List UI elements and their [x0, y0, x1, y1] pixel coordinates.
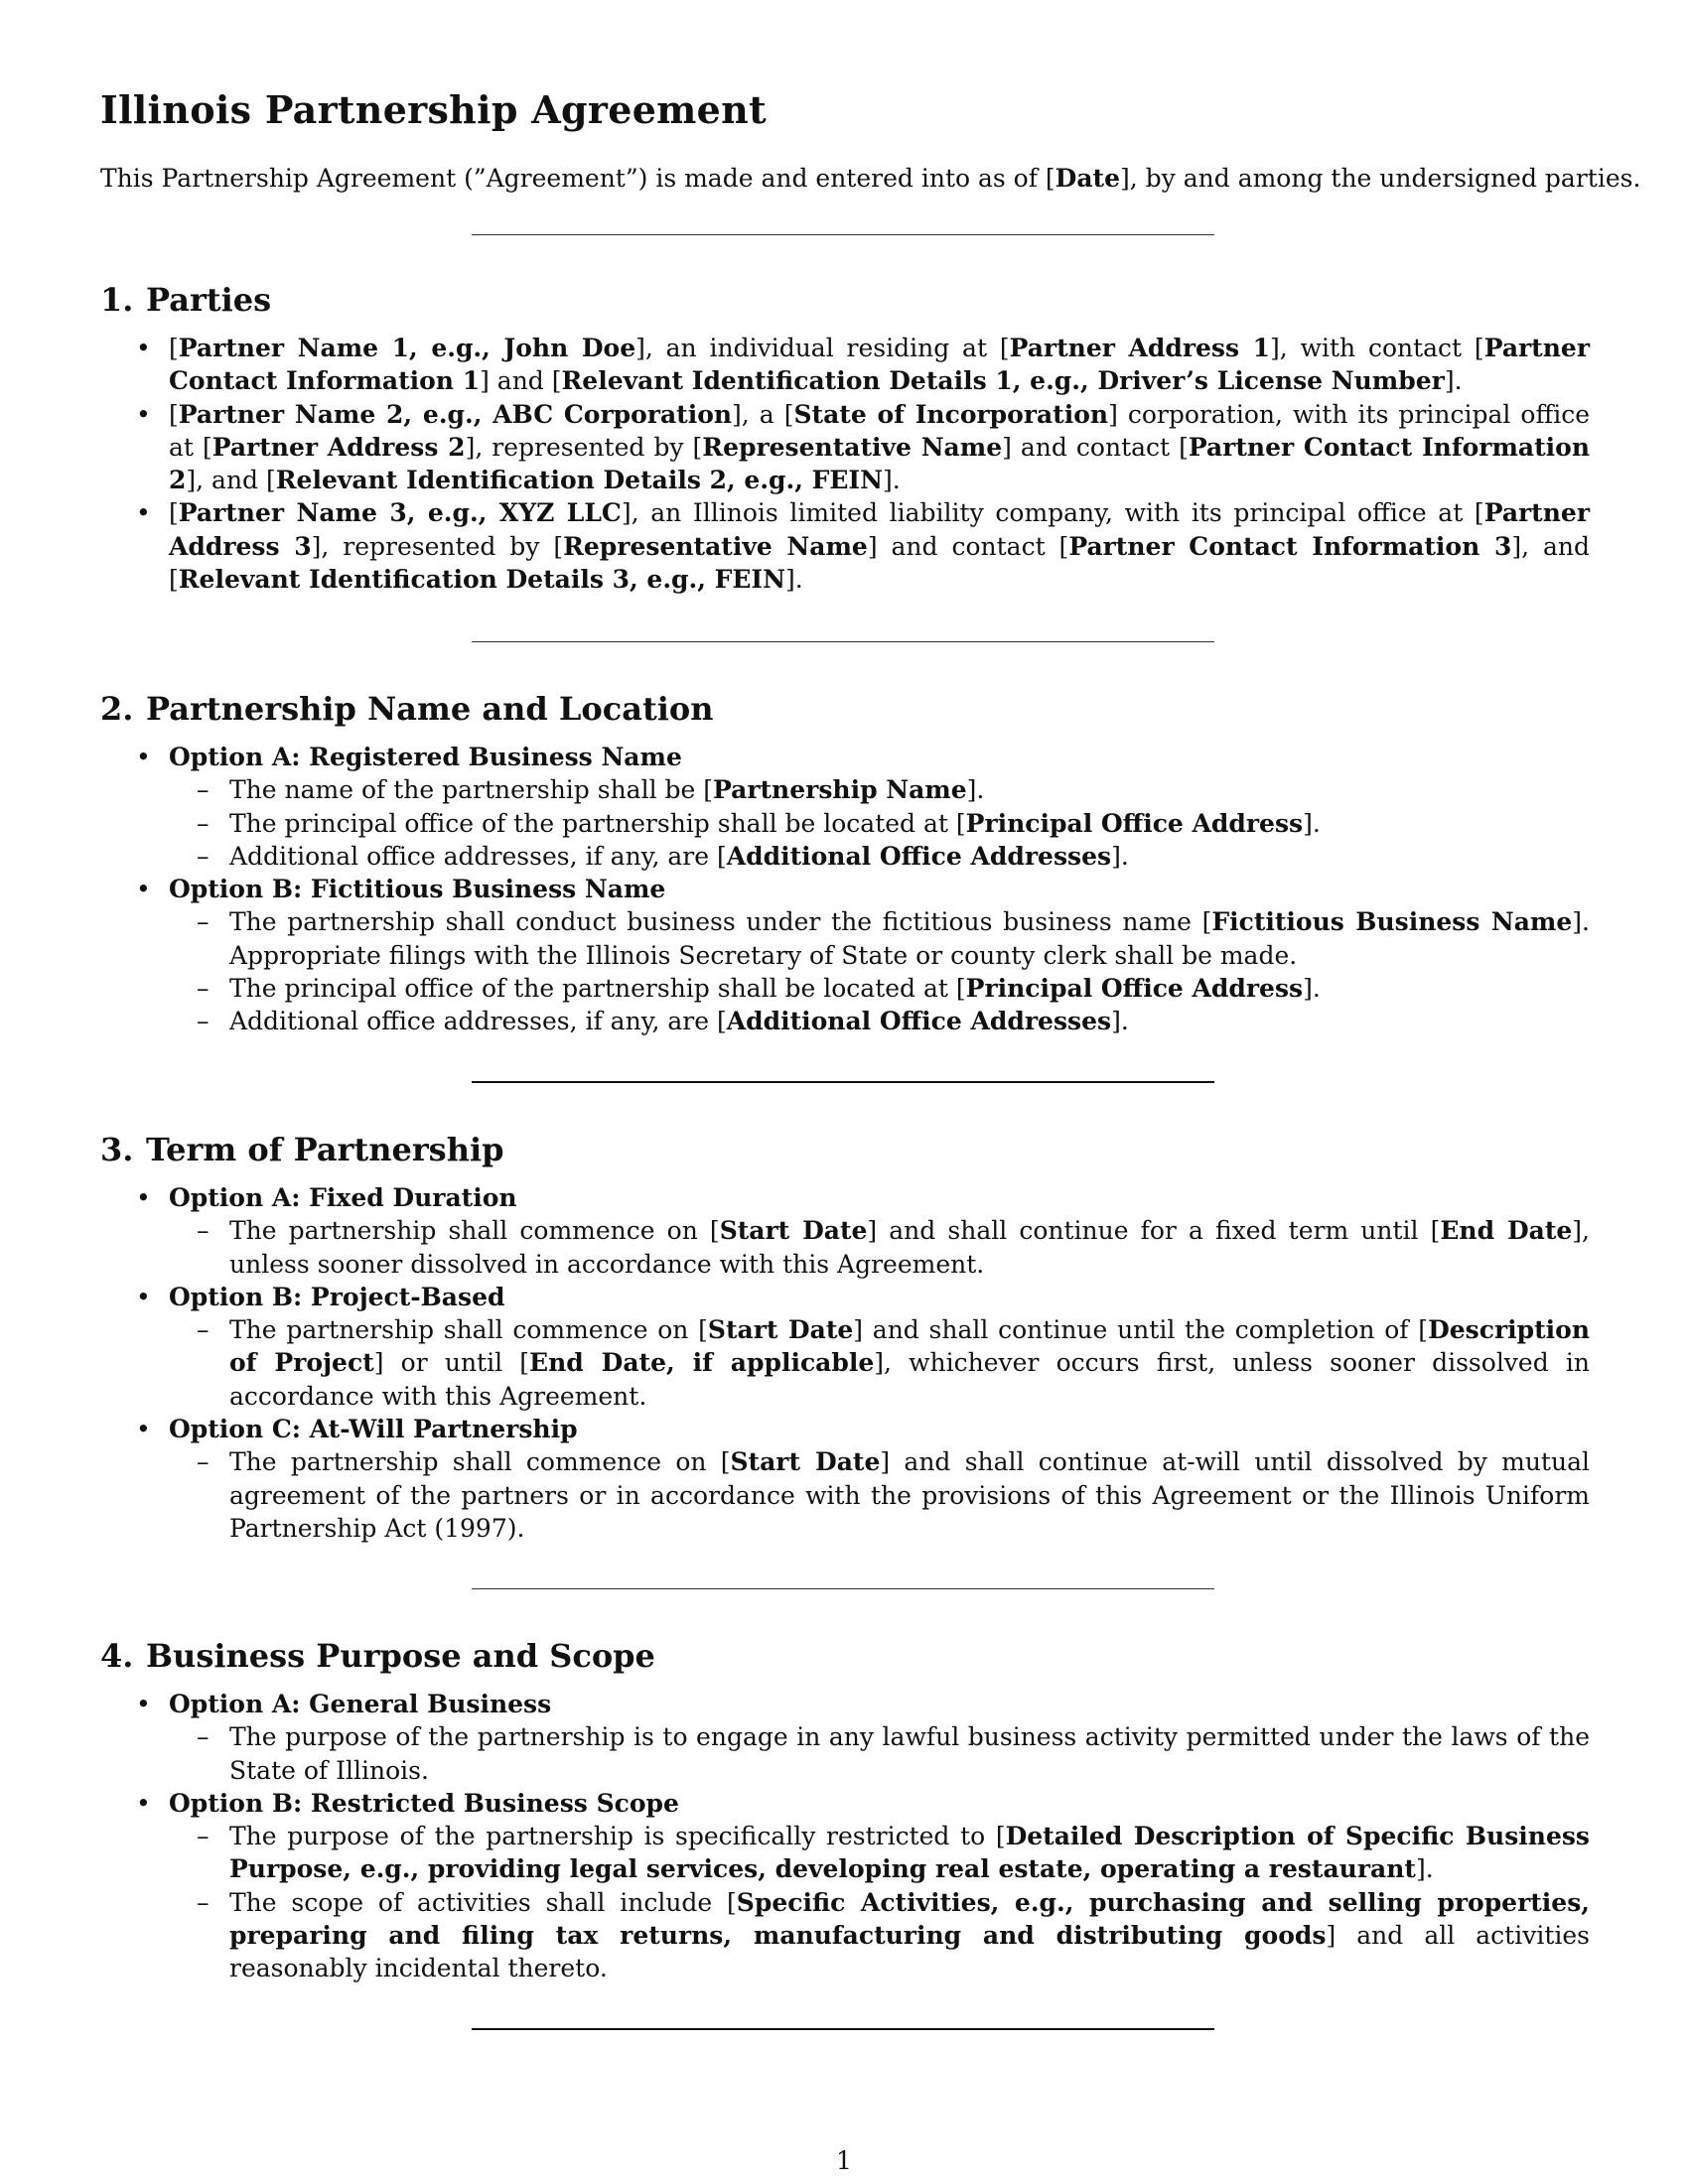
option-clause: – The partnership shall conduct business under the fictitious business name [Fictitious Business Name]. Appropriate filings with the Illinois Secretary of State or county clerk shall be made. — [169, 905, 1590, 972]
document-title: Illinois Partnership Agreement — [100, 87, 767, 132]
section-divider — [472, 1081, 1214, 1083]
option-label: Option B: Fictitious Business Name — [169, 875, 666, 904]
option-item — [100, 1181, 1590, 1281]
option-label: Option A: Fixed Duration — [169, 1183, 517, 1212]
option-item — [100, 741, 1590, 873]
section-divider — [472, 2028, 1214, 2030]
option-label: Option A: General Business — [169, 1690, 552, 1718]
intro-paragraph — [100, 162, 1641, 196]
option-clause: – The purpose of the partnership is specifically restricted to [Detailed Description of Specific Business Purpose, e.g., providing legal services, developing real estate, operating a restaurant]. — [169, 1820, 1590, 1886]
party-item: • [Partner Name 1, e.g., John Doe], an individual residing at [Partner Address 1], with contact [Partner Contact Information 1] and [Relevant Identification Details 1, e.g., Driver’s License Number]. — [100, 332, 1590, 398]
intro-text-end: ], by and among the undersigned parties. — [1120, 164, 1641, 193]
option-item — [100, 873, 1590, 1037]
option-clause: – Additional office addresses, if any, are [Additional Office Addresses]. — [169, 840, 1590, 873]
option-label: Option A: Registered Business Name — [169, 743, 682, 771]
intro-text: This Partnership Agreement (”Agreement”) is made and entered into as of [ — [100, 164, 1055, 193]
section-divider — [472, 1588, 1214, 1589]
section-term — [100, 1128, 1590, 1545]
option-clause: – The principal office of the partnership shall be located at [Principal Office Address]. — [169, 807, 1590, 840]
option-clause: – The principal office of the partnership shall be located at [Principal Office Address]. — [169, 972, 1590, 1005]
party-item: • [Partner Name 3, e.g., XYZ LLC], an Illinois limited liability company, with its principal office at [Partner Address 3], represented by [Representative Name] and contact [Partner Contact Information 3], and [Relevant Identification Details 3, e.g., FEIN]. — [100, 496, 1590, 596]
option-item — [100, 1281, 1590, 1413]
options-list — [100, 741, 1590, 1038]
option-clause: – The partnership shall commence on [Start Date] and shall continue at-will until dissolved by mutual agreement of the partners or in accordance with the provisions of this Agreement or the Illinois Uniform Partnership Act (1997). — [169, 1445, 1590, 1545]
option-clause: – The name of the partnership shall be [Partnership Name]. — [169, 773, 1590, 806]
option-label: Option C: At-Will Partnership — [169, 1415, 578, 1444]
section-heading: 3. Term of Partnership — [100, 1131, 504, 1168]
page-number: 1 — [836, 2146, 852, 2175]
option-clause: – The scope of activities shall include [Specific Activities, e.g., purchasing and selling properties, preparing and filing tax returns, manufacturing and distributing goods] and all activities reasonably incidental thereto. — [169, 1886, 1590, 1985]
option-label: Option B: Project-Based — [169, 1282, 505, 1311]
section-divider — [472, 641, 1214, 642]
options-list — [100, 1181, 1590, 1545]
option-clause: – The purpose of the partnership is to engage in any lawful business activity permitted under the laws of the State of Illinois. — [169, 1720, 1590, 1787]
options-list — [100, 1688, 1590, 1985]
option-item — [100, 1787, 1590, 1985]
section-name-location — [100, 687, 1590, 1038]
option-label: Option B: Restricted Business Scope — [169, 1788, 679, 1818]
option-clause: – The partnership shall commence on [Start Date] and shall continue for a fixed term until [End Date], unless sooner dissolved in accordance with this Agreement. — [169, 1214, 1590, 1281]
section-heading: 4. Business Purpose and Scope — [100, 1637, 655, 1675]
date-placeholder: Date — [1055, 164, 1121, 193]
section-divider — [472, 234, 1214, 235]
option-item — [100, 1413, 1590, 1545]
option-clause: – Additional office addresses, if any, are [Additional Office Addresses]. — [169, 1005, 1590, 1037]
party-item: • [Partner Name 2, e.g., ABC Corporation], a [State of Incorporation] corporation, with its principal office at [Partner Address 2], represented by [Representative Name] and contact [Partner Contact Information 2], and [Relevant Identification Details 2, e.g., FEIN]. — [100, 398, 1590, 497]
parties-list — [100, 332, 1590, 596]
section-parties — [100, 278, 1590, 596]
section-heading: 2. Partnership Name and Location — [100, 690, 714, 728]
option-item — [100, 1688, 1590, 1787]
option-clause: – The partnership shall commence on [Start Date] and shall continue until the completion of [Description of Project] or until [End Date, if applicable], whichever occurs first, unless sooner dissolved in accordance with this Agreement. — [169, 1313, 1590, 1413]
section-heading: 1. Parties — [100, 281, 272, 319]
section-purpose-scope — [100, 1634, 1590, 1985]
